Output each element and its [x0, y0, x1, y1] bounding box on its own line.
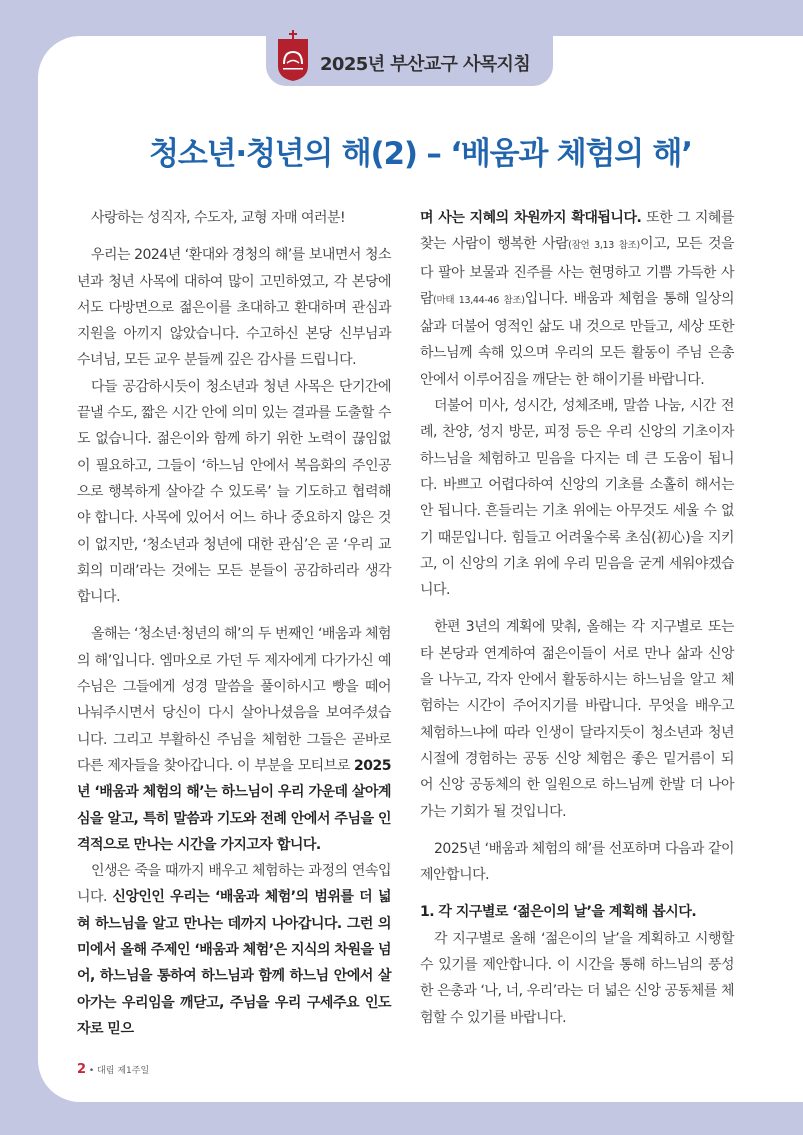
body-paragraph: 2025년 ‘배움과 체험의 해’를 선포하며 다음과 같이 제안합니다.	[420, 840, 734, 884]
left-column	[77, 205, 391, 1042]
body-paragraph: 더불어 미사, 성시간, 성체조배, 말씀 나눔, 시간 전례, 찬양, 성지 방문, 피정 등은 우리 신앙의 기초이자 하느님을 체험하고 믿음을 다지는 데 큰 도움이 됩니다. 바쁘고 어렵다하여 신앙의 기초를 소홀히 해서는 안 됩니다. 흔들리는 기초 위에는 아무것도 세울 수 없기 때문입니다. 힘들고 어려울수록 초심(初心)을 지키고, 이 신앙의 기초 위에 우리 믿음을 굳게 세워야겠습니다.	[420, 398, 734, 599]
scripture-reference: (잠언 3,13 참조)	[568, 240, 640, 252]
page-number: 2	[77, 1062, 87, 1077]
body-paragraph: 다들 공감하시듯이 청소년과 청년 사목은 단기간에 끝낼 수도, 짧은 시간 안에 의미 있는 결과를 도출할 수도 없습니다. 젊은이와 함께 하기 위한 노력이 끊임없이 필요하고, 그들이 ‘하느님 안에서 복음화의 주인공으로 행복하게 살아갈 수 있도록’ 늘 기도하고 협력해야 합니다. 사목에 있어서 어느 하나 중요하지 않은 것이 없지만, ‘청소년과 청년에 대한 관심’은 곧 ‘우리 교회의 미래’라는 것에는 모든 분들이 공감하리라 생각합니다.	[77, 378, 391, 606]
body-paragraph	[77, 621, 391, 858]
section-heading: 1. 각 지구별로 ‘젊은이의 날’을 계획해 봅시다.	[420, 904, 697, 921]
emphasis-text: 며 사는 지혜의 차원까지 확대됩니다.	[420, 210, 642, 226]
scripture-reference: (마태 13,44-46 참조)	[433, 294, 525, 306]
body-paragraph: 우리는 2024년 ‘환대와 경청의 해’를 보내면서 청소년과 청년 사목에 대하여 많이 고민하였고, 각 본당에서도 다방면으로 젊은이를 초대하고 환대하며 관심과 지원을 아끼지 않았습니다. 수고하신 본당 신부님과 수녀님, 모든 교우 분들께 깊은 감사를 드립니다.	[77, 247, 391, 369]
right-column	[420, 205, 734, 1031]
body-text: 입니다. 배움과 체험을 통해 일상의 삶과 더불어 영적인 삶도 내 것으로 만들고, 세상 또한 하느님께 속해 있으며 우리의 모든 활동이 주님 은총 안에서 이루어짐을 깨닫는 한 해이기를 바랍니다.	[420, 290, 735, 388]
greeting-paragraph: 사랑하는 성직자, 수도자, 교형 자매 여러분!	[91, 210, 346, 226]
body-paragraph: 한편 3년의 계획에 맞춰, 올해는 각 지구별로 또는 타 본당과 연계하여 젊은이들이 서로 만나 삶과 신앙을 나누고, 각자 안에서 활동하시는 하느님을 알고 체험하는 시간이 주어지기를 바랍니다. 무엇을 배우고 체험하느냐에 따라 인생이 달라지듯이 청소년과 청년 시절에 경험하는 공동 신앙 체험은 좋은 밑거름이 되어 신앙 공동체의 한 일원으로 하느님께 한발 더 나아가는 기회가 될 것입니다.	[420, 619, 734, 820]
page-title: 청소년·청년의 해(2) – ‘배움과 체험의 해’	[149, 136, 692, 172]
emphasis-text: 2025년 ‘배움과 체험의 해’는 하느님이 우리 가운데 살아계심을 알고, 특히 말씀과 기도와 전례 안에서 주님을 인격적으로 만나는 시간을 가지고자 합니다.	[77, 757, 391, 853]
diocese-emblem-icon	[276, 30, 310, 82]
body-text: 이고, 모든 것을 다 팔아 보물과 진주를 사는 현명하고 기쁨 가득한 사람	[420, 236, 735, 307]
body-paragraph	[77, 858, 391, 1042]
body-text: 올해는 ‘청소년·청년의 해’의 두 번째인 ‘배움과 체험의 해’입니다. 엠마오로 가던 두 제자에게 다가가신 예수님은 그들에게 성경 말씀을 풀이하시고 빵을 떼어 나눠주시면서 당신이 다시 살아나셨음을 보여주셨습니다. 그리고 부활하신 주님을 체험한 그들은 곧바로 다른 제자들을 찾아갑니다. 이 부분을 모티브로	[77, 626, 391, 774]
footer-label: • 대림 제1주일	[88, 1066, 150, 1076]
emphasis-text: 신앙인인 우리는 ‘배움과 체험’의 범위를 더 넓혀 하느님을 알고 만나는 데까지 나아갑니다. 그런 의미에서 올해 주제인 ‘배움과 체험’은 지식의 차원을 넘어, 하느님을 통하여 하느님과 함께 하느님 안에서 살아가는 우리임을 깨닫고, 주님을 우리 구세주요 인도자로 믿으	[77, 889, 391, 1037]
body-text: 또한 그 지혜를 찾는 사람이 행복한 사람	[420, 210, 734, 253]
header-title: 2025년 부산교구 사목지침	[320, 54, 531, 75]
body-paragraph	[420, 205, 734, 393]
page-footer	[77, 1062, 149, 1077]
body-text: 인생은 죽을 때까지 배우고 체험하는 과정의 연속입니다.	[77, 863, 391, 906]
body-paragraph: 각 지구별로 올해 ‘젊은이의 날’을 계획하고 시행할 수 있기를 제안합니다. 이 시간을 통해 하느님의 풍성한 은총과 ‘나, 너, 우리’라는 더 넓은 신앙 공동체를 체험할 수 있기를 바랍니다.	[420, 930, 734, 1026]
